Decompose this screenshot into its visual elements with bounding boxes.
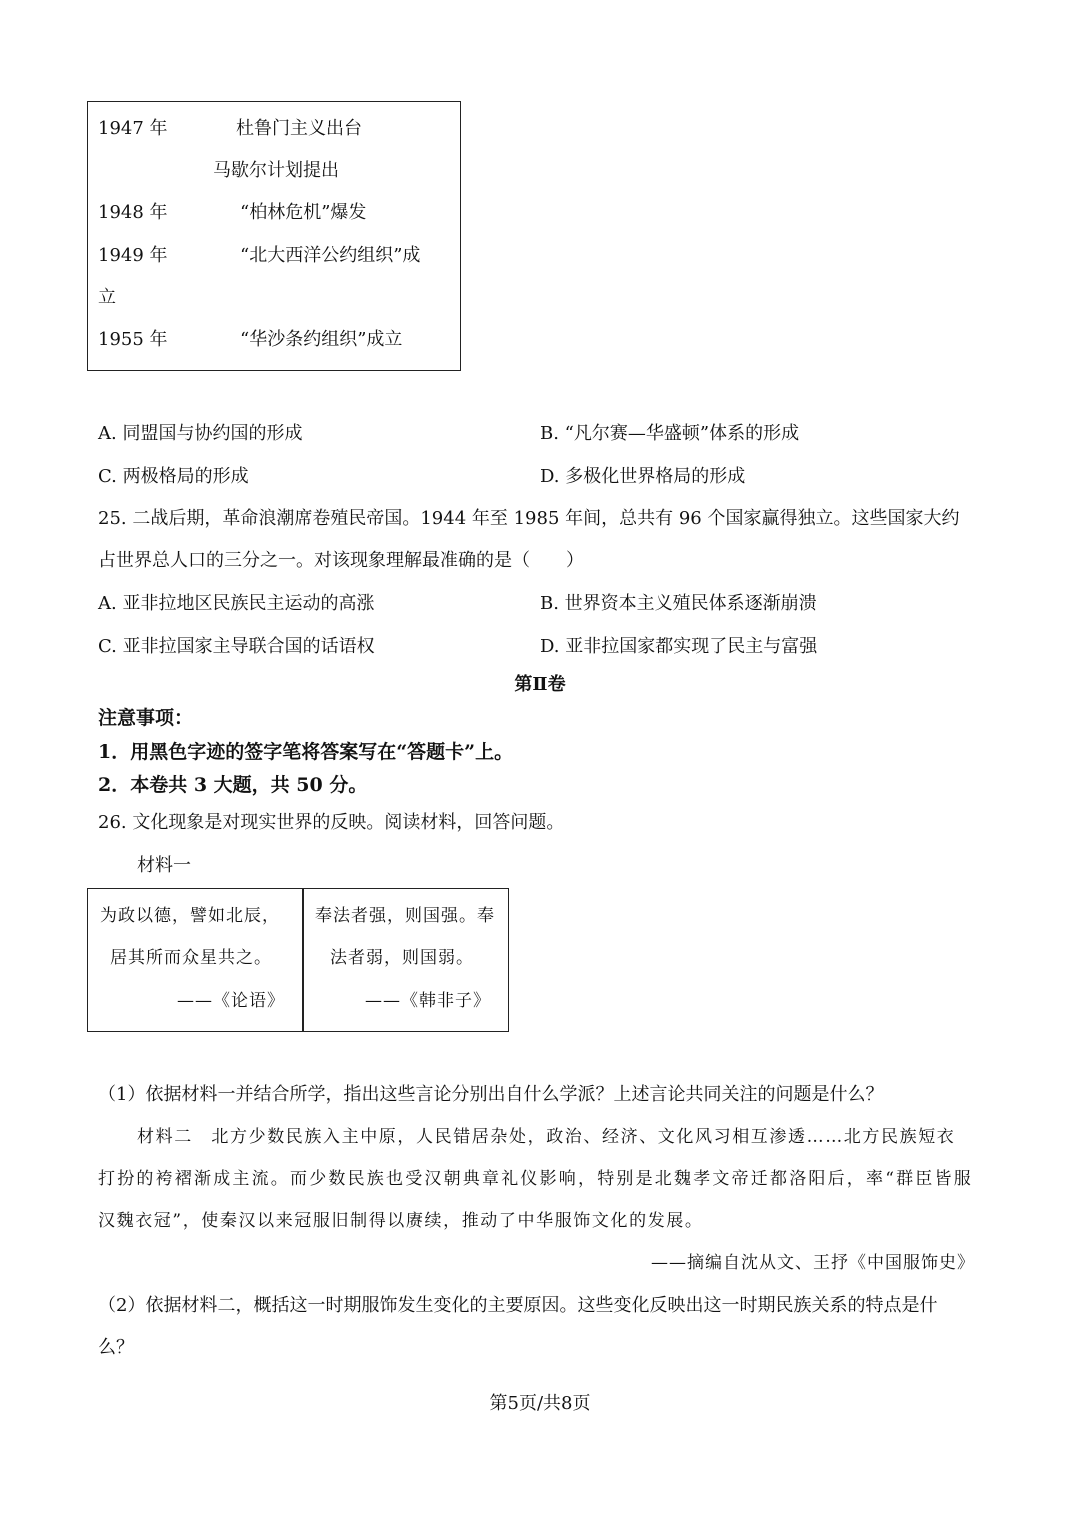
q24-option-a: A. 同盟国与协约国的形成 [98,423,303,444]
timeline-year: 1947 年 [98,118,168,139]
q25-option-a: A. 亚非拉地区民族民主运动的高涨 [98,593,375,614]
notice-item: 1．用黑色字迹的签字笔将答案写在“答题卡”上。 [98,741,514,763]
timeline-event: “柏林危机”爆发 [240,202,367,223]
timeline-event: “华沙条约组织”成立 [240,329,403,350]
q24-option-c: C. 两极格局的形成 [98,466,249,487]
timeline-year: 1949 年 [98,245,168,266]
q24-option-b: B. “凡尔赛—华盛顿”体系的形成 [540,423,800,444]
timeline-year: 1948 年 [98,202,168,223]
quote-source: ——《韩非子》 [365,991,491,1011]
quote-lunyu: 居其所而众星共之。 [110,948,272,968]
material2-source: ——摘编自沈从文、王抒《中国服饰史》 [651,1253,975,1273]
timeline-event: 马歇尔计划提出 [213,160,339,181]
q26-sub2: （2）依据材料二，概括这一时期服饰发生变化的主要原因。这些变化反映出这一时期民族关系的特点是什 [98,1295,938,1316]
q25-option-c: C. 亚非拉国家主导联合国的话语权 [98,636,375,657]
timeline-year: 1955 年 [98,329,168,350]
q25-option-d: D. 亚非拉国家都实现了民主与富强 [540,636,818,657]
q25-option-b: B. 世界资本主义殖民体系逐渐崩溃 [540,593,817,614]
notice-title: 注意事项： [98,707,194,729]
quote-hanfeizi: 法者弱，则国弱。 [330,948,474,968]
table-divider [302,888,304,1031]
notice-item: 2．本卷共 3 大题，共 50 分。 [98,774,368,796]
material2: 材料二 北方少数民族入主中原，人民错居杂处，政治、经济、文化风习相互渗透……北方民族短衣 [137,1127,956,1147]
q25-stem: 25. 二战后期，革命浪潮席卷殖民帝国。1944 年至 1985 年间，总共有 96 个国家赢得独立。这些国家大约 [98,508,960,529]
material1-label: 材料一 [137,855,191,876]
timeline-event: “北大西洋公约组织”成 [240,245,421,266]
quote-source: ——《论语》 [177,991,285,1011]
section-title: 第Ⅱ卷 [514,674,566,695]
quote-hanfeizi: 奉法者强，则国强。奉 [315,906,495,926]
q26-sub2: 么？ [98,1337,134,1358]
material2: 汉魏衣冠”，使秦汉以来冠服旧制得以赓续，推动了中华服饰文化的发展。 [98,1211,704,1231]
q26-sub1: （1）依据材料一并结合所学，指出这些言论分别出自什么学派？上述言论共同关注的问题是什么？ [98,1084,884,1105]
material2: 打扮的袴褶渐成主流。而少数民族也受汉朝典章礼仪影响，特别是北魏孝文帝迁都洛阳后，率“群臣皆服 [98,1169,973,1189]
q24-option-d: D. 多极化世界格局的形成 [540,466,746,487]
q26-stem: 26. 文化现象是对现实世界的反映。阅读材料，回答问题。 [98,812,565,833]
timeline-event: 杜鲁门主义出台 [236,118,362,139]
timeline-event: 立 [98,287,116,308]
page-footer: 第5页/共8页 [489,1393,591,1414]
q25-stem: 占世界总人口的三分之一。对该现象理解最准确的是（ ） [98,550,584,571]
quote-lunyu: 为政以德，譬如北辰， [100,906,280,926]
